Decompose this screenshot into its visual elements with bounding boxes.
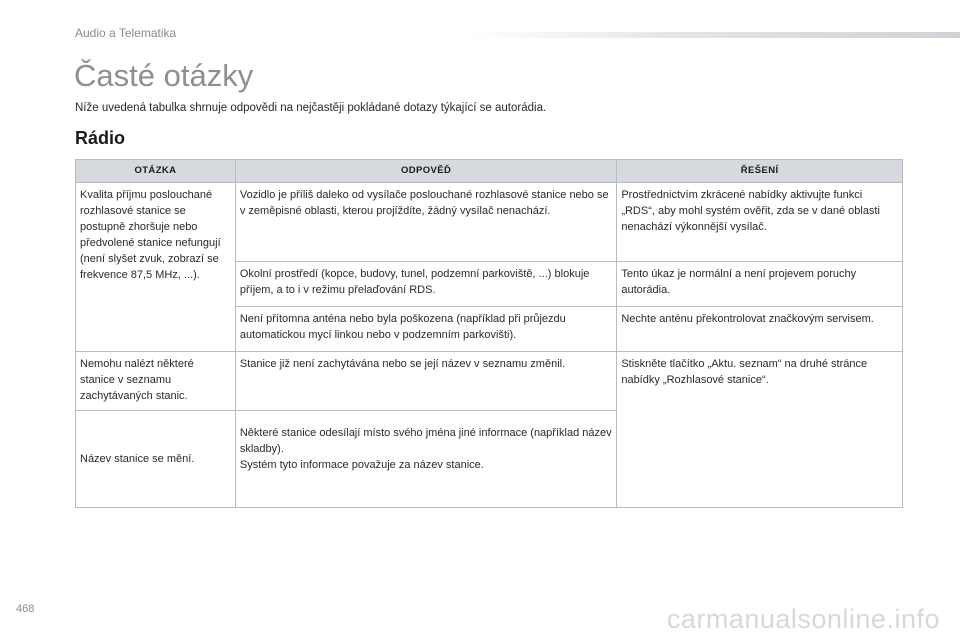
solution-cell: Nechte anténu překontrolovat značkovým servisem. (617, 307, 903, 352)
table-row (76, 183, 903, 262)
answer-cell (235, 411, 616, 508)
header-solution: ŘEŠENÍ (617, 160, 903, 183)
header-answer: ODPOVĚĎ (235, 160, 616, 183)
header-decorative-bar (470, 32, 960, 38)
answer-cell: Vozidlo je příliš daleko od vysílače poslouchané rozhlasové stanice nebo se v zeměpisné oblasti, kterou projíždíte, žádný vysílač nenachází. (235, 183, 616, 262)
intro-text: Níže uvedená tabulka shrnuje odpovědi na nejčastěji pokládané dotazy týkající se autorádia. (75, 102, 547, 114)
answer-line: Systém tyto informace považuje za název stanice. (239, 459, 484, 471)
solution-cell: Stiskněte tlačítko „Aktu. seznam“ na druhé stránce nabídky „Rozhlasové stanice“. (617, 352, 903, 508)
answer-cell: Okolní prostředí (kopce, budovy, tunel, podzemní parkoviště, ...) blokuje příjem, a to i v režimu přelaďování RDS. (235, 262, 616, 307)
question-cell: Název stanice se mění. (76, 411, 236, 508)
table-row (76, 352, 903, 411)
solution-cell: Prostřednictvím zkrácené nabídky aktivujte funkci „RDS“, aby mohl systém ověřit, zda se v dané oblasti nenachází výkonnější vysílač. (617, 183, 903, 262)
header-question: OTÁZKA (76, 160, 236, 183)
page-title: Časté otázky (74, 58, 254, 93)
section-title: Rádio (75, 128, 126, 148)
answer-cell: Není přítomna anténa nebo byla poškozena (například při průjezdu automatickou mycí linkou nebo v podzemním parkovišti). (235, 307, 616, 352)
solution-cell: Tento úkaz je normální a není projevem poruchy autorádia. (617, 262, 903, 307)
faq-table (75, 159, 903, 508)
question-cell: Kvalita příjmu poslouchané rozhlasové stanice se postupně zhoršuje nebo předvolené stanice nefungují (není slyšet zvuk, zobrazí se frekvence 87,5 MHz, ...). (76, 183, 236, 352)
question-cell: Nemohu nalézt některé stanice v seznamu zachytávaných stanic. (76, 352, 236, 411)
page-number: 468 (16, 603, 35, 615)
answer-line: Některé stanice odesílají místo svého jména jiné informace (například název skladby). (239, 427, 612, 455)
answer-cell: Stanice již není zachytávána nebo se její název v seznamu změnil. (235, 352, 616, 411)
watermark-text: carmanualsonline.info (666, 604, 940, 634)
table-header-row (76, 160, 903, 183)
section-header-label: Audio a Telematika (75, 26, 177, 40)
